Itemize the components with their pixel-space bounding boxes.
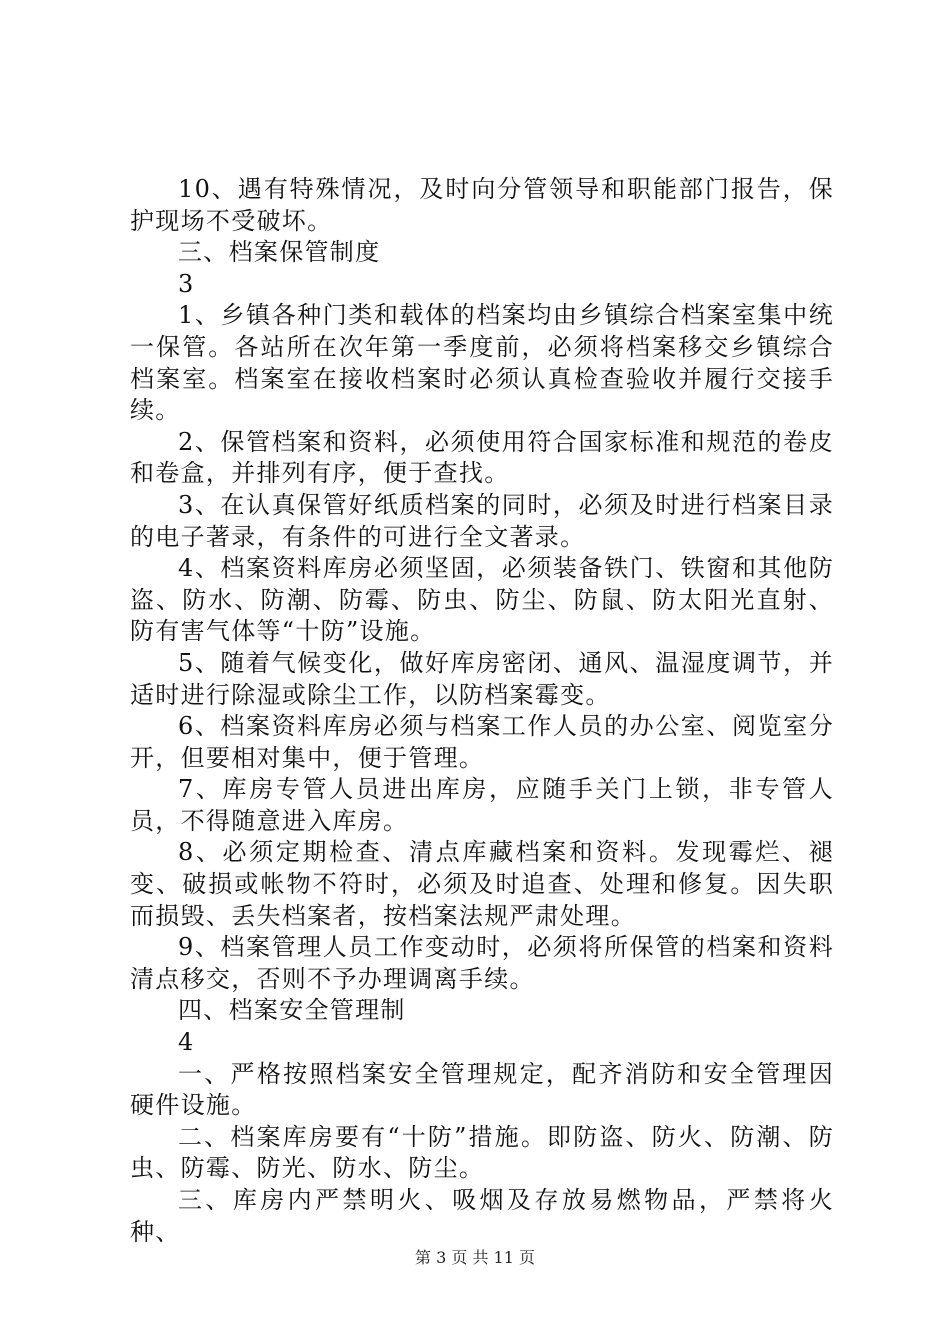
paragraph: 二、档案库房要有“十防”措施。即防盗、防火、防潮、防虫、防霉、防光、防水、防尘。: [130, 1122, 834, 1183]
paragraph: 2、保管档案和资料，必须使用符合国家标准和规范的卷皮和卷盒，并排列有序，便于查找。: [130, 427, 834, 488]
document-body: [130, 174, 834, 1248]
page-footer: 第 3 页 共 11 页: [415, 1248, 535, 1267]
paragraph: 1、乡镇各种门类和载体的档案均由乡镇综合档案室集中统一保管。各站所在次年第一季度前，必须将档案移交乡镇综合档案室。档案室在接收档案时必须认真检查验收并履行交接手续。: [130, 301, 834, 425]
paragraph: 10、遇有特殊情况，及时向分管领导和职能部门报告，保护现场不受破坏。: [130, 175, 834, 235]
section-heading: 四、档案安全管理制: [178, 996, 406, 1025]
paragraph: 7、库房专管人员进出库房，应随手关门上锁，非专管人员，不得随意进入库房。: [130, 775, 834, 835]
paragraph: 三、库房内严禁明火、吸烟及存放易燃物品，严禁将火种、: [130, 1186, 834, 1246]
paragraph: 5、随着气候变化，做好库房密闭、通风、温湿度调节，并适时进行除湿或除尘工作，以防档案霉变。: [130, 648, 834, 709]
paragraph: 8、必须定期检查、清点库藏档案和资料。发现霉烂、褪变、破损或帐物不符时，必须及时追查、处理和修复。因失职而损毁、丢失档案者，按档案法规严肃处理。: [130, 838, 834, 930]
paragraph: 一、严格按照档案安全管理规定，配齐消防和安全管理因硬件设施。: [130, 1059, 834, 1120]
section-heading: 三、档案保管制度: [178, 238, 381, 267]
paragraph: 6、档案资料库房必须与档案工作人员的办公室、阅览室分开，但要相对集中，便于管理。: [130, 712, 834, 772]
paragraph: 3、在认真保管好纸质档案的同时，必须及时进行档案目录的电子著录，有条件的可进行全文著录。: [130, 490, 834, 551]
section-number: 4: [178, 1028, 195, 1057]
section-number: 3: [178, 269, 195, 298]
paragraph: 9、档案管理人员工作变动时，必须将所保管的档案和资料清点移交，否则不予办理调离手续。: [130, 933, 834, 993]
paragraph: 4、档案资料库房必须坚固，必须装备铁门、铁窗和其他防盗、防水、防潮、防霉、防虫、防尘、防鼠、防太阳光直射、防有害气体等“十防”设施。: [130, 554, 834, 646]
